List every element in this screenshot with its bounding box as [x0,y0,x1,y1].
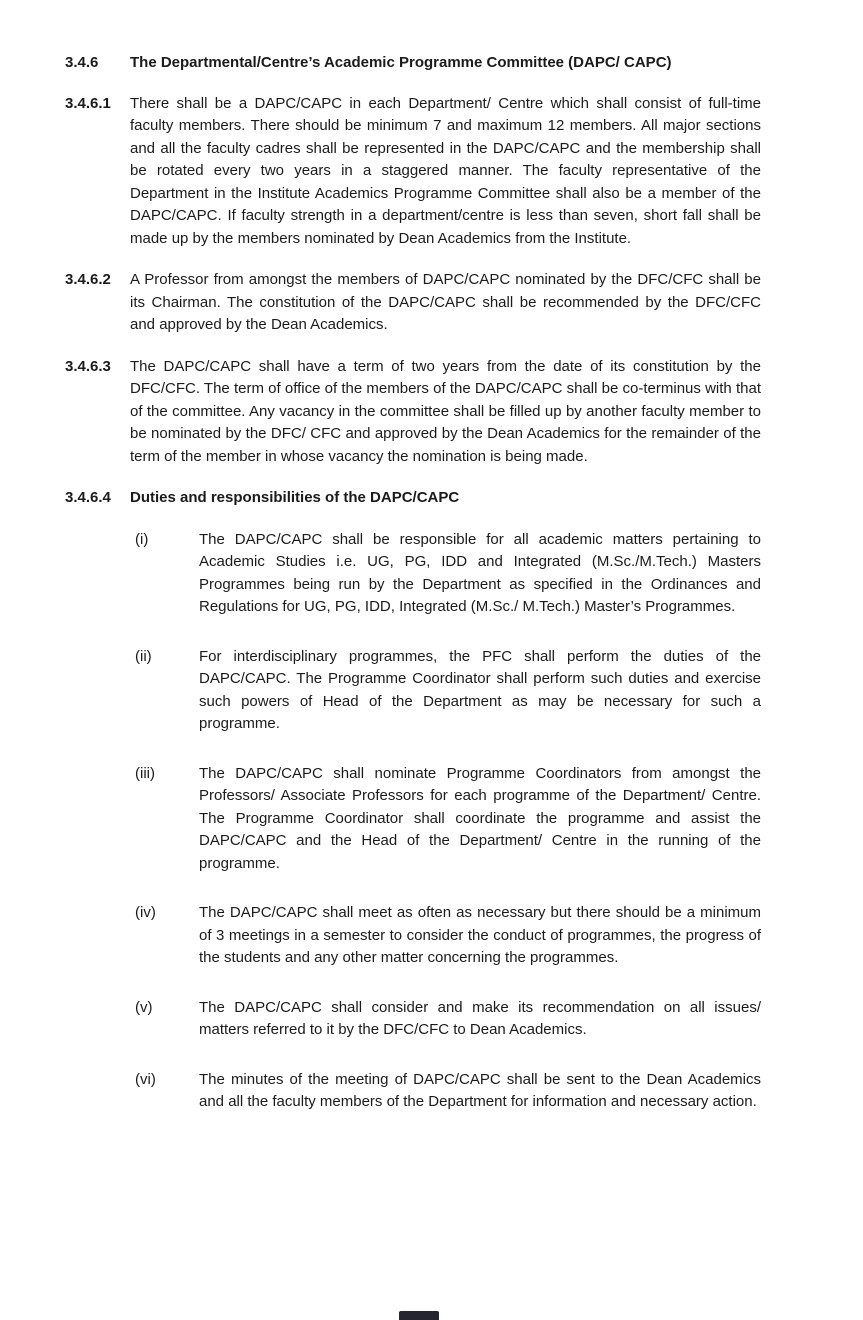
list-item [135,646,761,736]
list-item-marker: (vi) [135,1070,156,1088]
list-item-text: The minutes of the meeting of DAPC/CAPC shall be sent to the Dean Academics and all the faculty members of the Department for information and necessary action. [199,1070,761,1110]
list-item-marker: (v) [135,998,153,1016]
list-item [135,529,761,619]
list-item [135,997,761,1042]
section-heading [65,52,761,75]
subsection-heading-number: 3.4.6.4 [65,489,111,506]
paragraph-text: The DAPC/CAPC shall have a term of two years from the date of its constitution by the DFC/CFC. The term of office of the members of the DAPC/CAPC shall be co-terminus with that of the committee. Any vacancy in the committee shall be filled up by another faculty member to be nominated by the DFC/ CFC and approved by the Dean Academics for the remainder of the term of the member in whose vacancy the nomination is being made. [130,357,761,465]
section-heading-title: The Departmental/Centre’s Academic Programme Committee (DAPC/ CAPC) [130,54,672,71]
list-item [135,902,761,970]
subsection-heading-title: Duties and responsibilities of the DAPC/CAPC [130,489,460,506]
list-item-text: The DAPC/CAPC shall meet as often as necessary but there should be a minimum of 3 meetings in a semester to consider the conduct of programmes, the progress of the students and any other matter concerning the programmes. [199,904,761,966]
subsection-heading [65,487,761,510]
duties-list [135,529,761,1114]
paragraph-3461 [65,93,761,251]
section-heading-number: 3.4.6 [65,54,99,71]
paragraph-number: 3.4.6.2 [65,271,111,288]
list-item-marker: (iii) [135,764,155,782]
list-item [135,1069,761,1114]
list-item-text: The DAPC/CAPC shall be responsible for all academic matters pertaining to Academic Studies i.e. UG, PG, IDD and Integrated (M.Sc./M.Tech.) Masters Programmes being run by the Department as specified in the Ordinances and Regulations for UG, PG, IDD, Integrated (M.Sc./ M.Tech.) Master’s Programmes. [199,530,761,615]
paragraph-text: There shall be a DAPC/CAPC in each Department/ Centre which shall consist of full-time faculty members. There should be minimum 7 and maximum 12 members. All major sections and all the faculty cadres shall be represented in the DAPC/CAPC and the membership shall be rotated every two years in a staggered manner. The faculty representative of the Department in the Institute Academics Programme Committee shall also be a member of the DAPC/CAPC. If faculty strength in a department/centre is less than seven, short fall shall be made up by the members nominated by Dean Academics from the Institute. [130,94,761,247]
list-item [135,763,761,876]
list-item-text: The DAPC/CAPC shall consider and make its recommendation on all issues/ matters referred to it by the DFC/CFC to Dean Academics. [199,998,761,1038]
list-item-text: The DAPC/CAPC shall nominate Programme Coordinators from amongst the Professors/ Associate Professors for each programme of the Department/ Centre. The Programme Coordinator shall coordinate the programme and assist the DAPC/CAPC and the Head of the Department/ Centre in the running of the programme. [199,764,761,872]
list-item-marker: (i) [135,530,149,548]
paragraph-number: 3.4.6.1 [65,94,111,112]
paragraph-number: 3.4.6.3 [65,357,111,375]
paragraph-text: A Professor from amongst the members of DAPC/CAPC nominated by the DFC/CFC shall be its Chairman. The constitution of the DAPC/CAPC shall be recommended by the DFC/CFC and approved by the Dean Academics. [130,271,761,333]
paragraph-3462 [65,269,761,337]
list-item-text: For interdisciplinary programmes, the PFC shall perform the duties of the DAPC/CAPC. The Programme Coordinator shall perform such duties and exercise such powers of Head of the Department as may be necessary for such a programme. [199,647,761,732]
list-item-marker: (ii) [135,647,152,665]
page-footer-mark [399,1311,439,1320]
paragraph-3463 [65,356,761,469]
list-item-marker: (iv) [135,904,156,921]
